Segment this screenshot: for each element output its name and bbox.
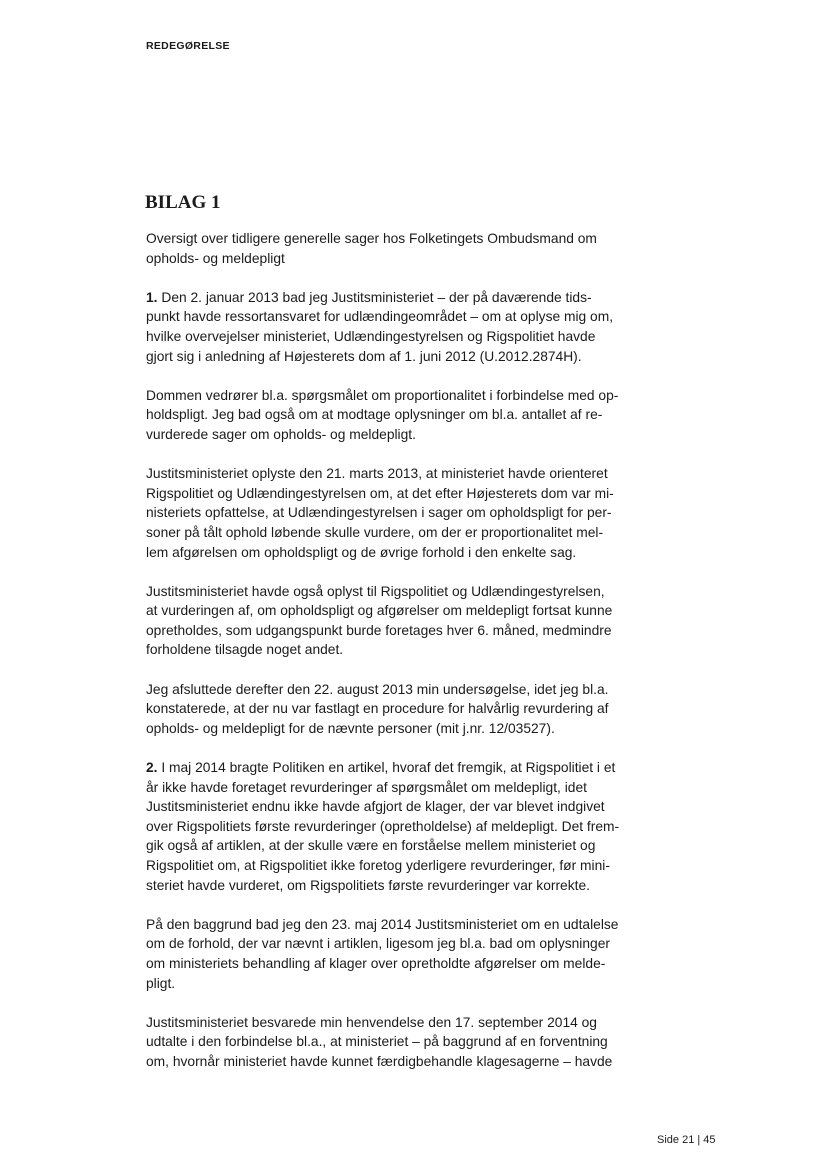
line-text: Justitsministeriet besvarede min henvendelse den 17. september 2014 og: [146, 1014, 597, 1030]
line-text: Justitsministeriet oplyste den 21. marts 2013, at ministeriet havde orienteret: [146, 466, 608, 482]
line-text: soner på tålt ophold løbende skulle vurdere, om der er proportionalitet mel-: [146, 524, 604, 540]
line-text: I maj 2014 bragte Politiken en artikel, hvoraf det fremgik, at Rigspolitiet i et: [157, 760, 616, 776]
line-text: opholds- og meldepligt for de nævnte personer (mit j.nr. 12/03527).: [146, 720, 555, 736]
line-text: hvilke overvejelser ministeriet, Udlændingestyrelsen og Rigspolitiet havde: [146, 328, 596, 344]
text-line: [146, 876, 644, 896]
paragraph: [146, 464, 644, 562]
text-line: [146, 288, 644, 308]
text-line: [146, 699, 644, 719]
line-text: Rigspolitiet og Udlændingestyrelsen om, at det efter Højesterets dom var mi-: [146, 485, 614, 501]
text-line: [146, 464, 644, 484]
text-line: [146, 523, 644, 543]
line-text: Den 2. januar 2013 bad jeg Justitsministeriet – der på daværende tids-: [157, 289, 592, 305]
paragraph: [146, 386, 644, 445]
line-text: at vurderingen af, om opholdspligt og afgørelser om meldepligt fortsat kunne: [146, 603, 613, 619]
text-line: [146, 229, 644, 249]
text-line: [146, 543, 644, 563]
text-line: [146, 425, 644, 445]
line-text: nisteriets opfattelse, at Udlændingestyrelsen i sager om opholdspligt for per-: [146, 505, 612, 521]
paragraph: [146, 582, 644, 660]
text-line: [146, 954, 644, 974]
line-text: steriet havde vurderet, om Rigspolitiets første revurderinger var korrekte.: [146, 877, 590, 893]
line-text: vurderede sager om opholds- og meldepligt.: [146, 426, 416, 442]
line-text: år ikke havde foretaget revurderinger af spørgsmålet om meldepligt, idet: [146, 779, 587, 795]
line-text: Rigspolitiet om, at Rigspolitiet ikke foretog yderligere revurderinger, før mini-: [146, 858, 610, 873]
line-text: punkt havde ressortansvaret for udlændingeområdet – om at oplyse mig om,: [146, 309, 614, 325]
text-line: [146, 1032, 644, 1052]
text-line: [146, 405, 644, 425]
text-line: [146, 934, 644, 954]
line-text: Oversigt over tidligere generelle sager hos Folketingets Ombudsmand om: [146, 231, 597, 246]
line-text: På den baggrund bad jeg den 23. maj 2014 Justitsministeriet om en udtalelse: [146, 916, 619, 932]
text-line: [146, 915, 644, 935]
text-line: [146, 836, 644, 856]
text-line: [146, 680, 644, 700]
text-line: [146, 249, 644, 269]
text-line: [146, 582, 644, 602]
paragraph: [146, 915, 644, 993]
text-line: [146, 503, 644, 523]
line-text: gjort sig i anledning af Højesterets dom af 1. juni 2012 (U.2012.2874H).: [146, 348, 582, 364]
text-line: [146, 621, 644, 641]
page-number: Side 21 | 45: [657, 1134, 716, 1146]
text-line: [146, 974, 644, 994]
running-header: REDEGØRELSE: [146, 40, 230, 52]
text-line: [146, 327, 644, 347]
line-text: Jeg afsluttede derefter den 22. august 2013 min undersøgelse, idet jeg bl.a.: [146, 681, 609, 697]
text-line: [146, 307, 644, 327]
text-line: [146, 1013, 644, 1033]
text-line: [146, 797, 644, 817]
line-text: om ministeriets behandling af klager over opretholdte afgørelser om melde-: [146, 955, 606, 971]
line-text: konstaterede, at der nu var fastlagt en procedure for halvårlig revurdering af: [146, 701, 609, 717]
text-line: [146, 640, 644, 660]
paragraph: [146, 758, 644, 895]
line-text: forholdene tilsagde noget andet.: [146, 642, 344, 658]
text-line: [146, 817, 644, 837]
section-number: 1.: [146, 289, 158, 305]
paragraph: [146, 229, 644, 268]
line-text: Justitsministeriet havde også oplyst til Rigspolitiet og Udlændingestyrelsen,: [146, 583, 605, 599]
text-line: [146, 758, 644, 778]
section-number: 2.: [146, 760, 158, 776]
text-line: [146, 856, 644, 876]
paragraph: [146, 680, 644, 739]
line-text: Justitsministeriet endnu ikke havde afgjort de klager, der var blevet indgivet: [146, 799, 605, 815]
appendix-title: BILAG 1: [145, 192, 221, 213]
paragraph: [146, 288, 644, 366]
paragraph: [146, 1013, 644, 1072]
line-text: opholds- og meldepligt: [146, 250, 285, 266]
line-text: holdspligt. Jeg bad også om at modtage oplysninger om bl.a. antallet af re-: [146, 407, 603, 423]
line-text: Dommen vedrører bl.a. spørgsmålet om proportionalitet i forbindelse med op-: [146, 387, 619, 403]
text-line: [146, 347, 644, 367]
line-text: om, hvornår ministeriet havde kunnet færdigbehandle klagesagerne – havde: [146, 1053, 613, 1069]
line-text: pligt.: [146, 975, 176, 991]
text-line: [146, 1052, 644, 1072]
text-line: [146, 719, 644, 739]
line-text: opretholdes, som udgangspunkt burde foretages hver 6. måned, medmindre: [146, 622, 612, 638]
line-text: over Rigspolitiets første revurderinger (opretholdelse) af meldepligt. Det frem-: [146, 818, 620, 834]
line-text: lem afgørelsen om opholdspligt og de øvrige forhold i den enkelte sag.: [146, 544, 577, 560]
text-line: [146, 484, 644, 504]
body-text: [146, 229, 644, 1091]
text-line: [146, 386, 644, 406]
line-text: udtalte i den forbindelse bl.a., at ministeriet – på baggrund af en forventning: [146, 1034, 608, 1050]
line-text: om de forhold, der var nævnt i artiklen, ligesom jeg bl.a. bad om oplysninger: [146, 936, 610, 952]
text-line: [146, 778, 644, 798]
line-text: gik også af artiklen, at der skulle være en forståelse mellem ministeriet og: [146, 838, 596, 854]
text-line: [146, 601, 644, 621]
